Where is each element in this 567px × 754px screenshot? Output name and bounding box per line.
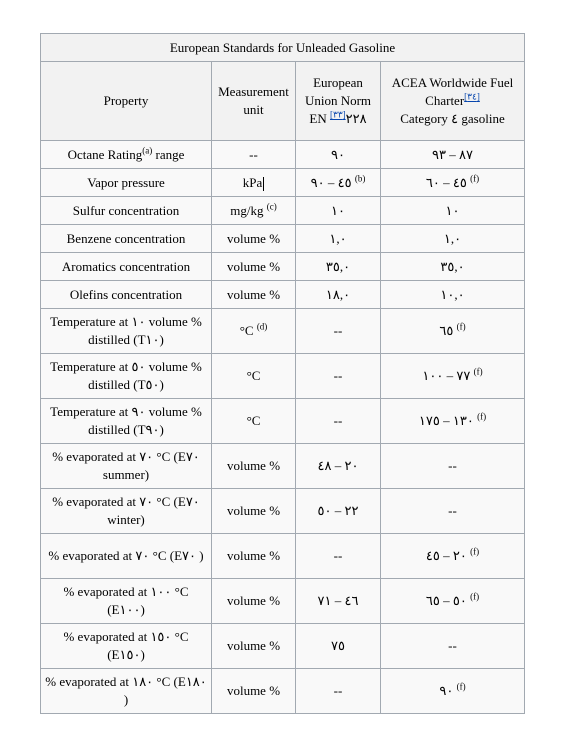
acea-value-cell: ٩٠ $^{(f)}$ xyxy=(381,669,525,714)
eu-value-cell: ٢٠ – ٤٨ xyxy=(296,444,381,489)
table-row xyxy=(41,141,525,169)
footnote-marker: (d) xyxy=(256,321,268,332)
unit-cell: volume % xyxy=(212,579,296,624)
acea-reference-link[interactable]: [٣٤] xyxy=(464,91,480,102)
header-property: Property xyxy=(41,62,212,141)
eu-value-cell: -- xyxy=(296,309,381,354)
property-cell: Vapor pressure xyxy=(41,169,212,197)
eu-value-cell: ١,٠ xyxy=(296,225,381,253)
property-cell: Temperature at ١٠ volume % distilled (T١٠) xyxy=(41,309,212,354)
unit-cell: volume % xyxy=(212,624,296,669)
unit-cell: volume % xyxy=(212,444,296,489)
table-caption: European Standards for Unleaded Gasoline xyxy=(40,33,525,61)
table-row xyxy=(41,624,525,669)
table-row xyxy=(41,399,525,444)
unit-cell: mg/kg $^{(c)}$ xyxy=(212,197,296,225)
header-eu xyxy=(296,62,381,141)
table-row xyxy=(41,253,525,281)
table-row xyxy=(41,669,525,714)
eu-value-cell: ٢٢ – ٥٠ xyxy=(296,489,381,534)
property-cell: Benzene concentration xyxy=(41,225,212,253)
unit-cell: volume % xyxy=(212,253,296,281)
property-cell: % evaporated at ٧٠ °C (E٧٠ ) xyxy=(41,534,212,579)
table-row xyxy=(41,169,525,197)
property-cell: Sulfur concentration xyxy=(41,197,212,225)
footnote-marker: (f) xyxy=(456,321,466,332)
footnote-marker: (f) xyxy=(470,173,480,184)
acea-value-cell: ٥٠ – ٦٥ $^{(f)}$ xyxy=(381,579,525,624)
property-cell: Olefins concentration xyxy=(41,281,212,309)
unit-cell: volume % xyxy=(212,669,296,714)
gasoline-standards-table xyxy=(40,33,525,714)
eu-value-cell: ٤٦ – ٧١ xyxy=(296,579,381,624)
property-cell: % evaporated at ١٨٠ °C (E١٨٠ ) xyxy=(41,669,212,714)
property-cell: Temperature at ٩٠ volume % distilled (T٩٠) xyxy=(41,399,212,444)
acea-value-cell: ٨٧ – ٩٣ xyxy=(381,141,525,169)
eu-value-cell: ٧٥ xyxy=(296,624,381,669)
unit-cell: °C xyxy=(212,354,296,399)
unit-cell: -- xyxy=(212,141,296,169)
acea-value-cell: ١٣٠ – ١٧٥ $^{(f)}$ xyxy=(381,399,525,444)
eu-value-cell: -- xyxy=(296,669,381,714)
footnote-marker: (f) xyxy=(473,366,483,377)
eu-value-cell: -- xyxy=(296,534,381,579)
acea-value-cell: ١٠,٠ xyxy=(381,281,525,309)
unit-cell: volume % xyxy=(212,489,296,534)
acea-value-cell: ٧٧ – ١٠٠ $^{(f)}$ xyxy=(381,354,525,399)
footnote-marker: (a) xyxy=(142,145,153,156)
table-row xyxy=(41,444,525,489)
eu-value-cell: -- xyxy=(296,354,381,399)
acea-value-cell: ١,٠ xyxy=(381,225,525,253)
property-cell: % evaporated at ١٥٠ °C (E١٥٠) xyxy=(41,624,212,669)
acea-value-cell: -- xyxy=(381,489,525,534)
acea-value-cell: -- xyxy=(381,444,525,489)
unit-cell: kPa xyxy=(212,169,296,197)
header-acea-text: ACEA Worldwide Fuel Charter xyxy=(391,75,514,108)
footnote-marker: (f) xyxy=(470,591,480,602)
footnote-marker: (f) xyxy=(456,681,466,692)
eu-value-cell: ٩٠ xyxy=(296,141,381,169)
acea-value-cell: ٣٥,٠ xyxy=(381,253,525,281)
footnote-marker: (f) xyxy=(477,411,487,422)
header-acea xyxy=(381,62,525,141)
eu-value-cell: ٣٥,٠ xyxy=(296,253,381,281)
table-row xyxy=(41,354,525,399)
table-row xyxy=(41,197,525,225)
property-cell: % evaporated at ٧٠ °C (E٧٠ summer) xyxy=(41,444,212,489)
table-row xyxy=(41,281,525,309)
footnote-marker: (b) xyxy=(354,173,366,184)
property-cell: Temperature at ٥٠ volume % distilled (T٥٠) xyxy=(41,354,212,399)
table-row xyxy=(41,579,525,624)
property-cell: % evaporated at ٧٠ °C (E٧٠ winter) xyxy=(41,489,212,534)
property-cell: Octane Rating$^{(a)}$ range xyxy=(41,141,212,169)
acea-value-cell: ٢٠ – ٤٥ $^{(f)}$ xyxy=(381,534,525,579)
eu-value-cell: ٤٥ – ٩٠ $^{(b)}$ xyxy=(296,169,381,197)
table-row xyxy=(41,534,525,579)
eu-value-cell: -- xyxy=(296,399,381,444)
eu-reference-link[interactable]: [٣٣] xyxy=(329,109,346,120)
header-row xyxy=(41,62,525,141)
footnote-marker: (f) xyxy=(470,546,480,557)
header-unit: Measurement unit xyxy=(212,62,296,141)
footnote-marker: (c) xyxy=(266,201,277,212)
property-cell: % evaporated at ١٠٠ °C (E١٠٠) xyxy=(41,579,212,624)
unit-cell: volume % xyxy=(212,534,296,579)
acea-value-cell: ٦٥ $^{(f)}$ xyxy=(381,309,525,354)
table-row xyxy=(41,309,525,354)
eu-value-cell: ١٨,٠ xyxy=(296,281,381,309)
eu-value-cell: ١٠ xyxy=(296,197,381,225)
unit-cell: °C $^{(d)}$ xyxy=(212,309,296,354)
header-acea-category: Category ٤ gasoline xyxy=(400,111,505,126)
unit-cell: volume % xyxy=(212,225,296,253)
table-body xyxy=(41,141,525,714)
unit-cell: °C xyxy=(212,399,296,444)
property-cell: Aromatics concentration xyxy=(41,253,212,281)
table-row xyxy=(41,225,525,253)
unit-cell: volume % xyxy=(212,281,296,309)
acea-value-cell: ١٠ xyxy=(381,197,525,225)
text-cursor xyxy=(263,177,264,191)
acea-value-cell: ٤٥ – ٦٠ $^{(f)}$ xyxy=(381,169,525,197)
acea-value-cell: -- xyxy=(381,624,525,669)
table-row xyxy=(41,489,525,534)
header-eu-text: European Union Norm EN ٢٢٨ xyxy=(304,75,372,126)
